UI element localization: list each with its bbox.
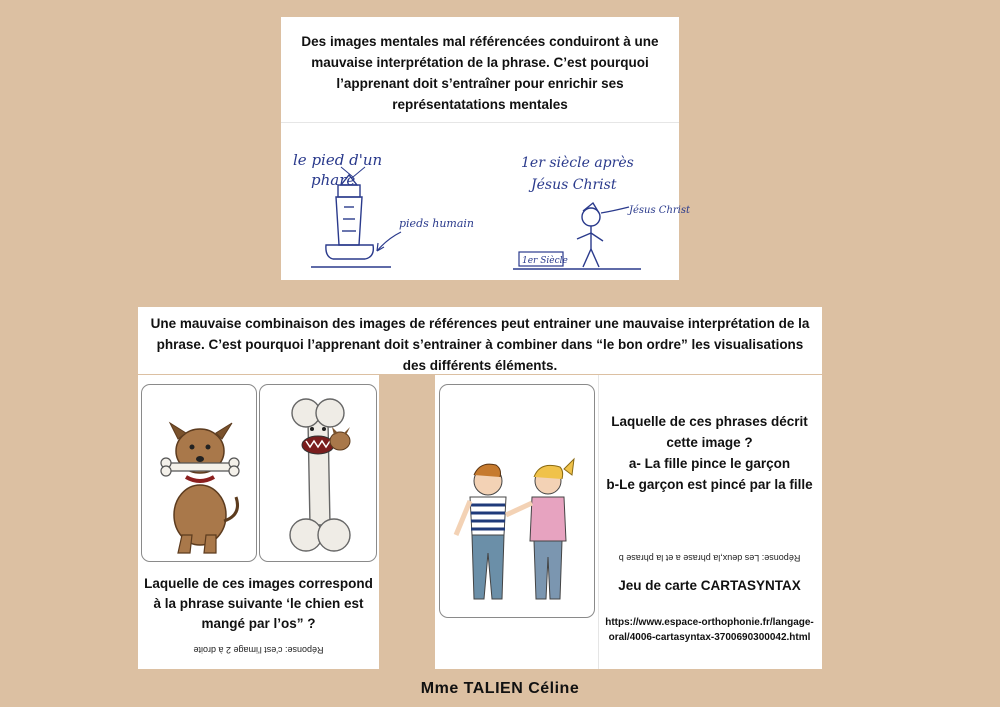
boy-girl-card [435,375,822,669]
image-frame-dog [141,384,257,562]
boy-and-girl-icon [440,385,594,617]
option-b-text: b-Le garçon est pincé par la fille [606,477,813,492]
right-question-text: Laquelle de ces phrases décrit cette image ? [611,414,808,450]
image-frame-bone [259,384,377,562]
divider [281,122,679,123]
dog-with-bone-icon [142,385,256,561]
right-answer-upside-down: Réponse: Les deux,la phrase a et la phrase b [618,553,801,563]
sketch-label-left-arrow: pieds humain [399,217,475,230]
game-url: https://www.espace-orthophonie.fr/langage-oral/4006-cartasyntax-3700690300042.html [605,617,814,643]
game-title: Jeu de carte CARTASYNTAX [618,578,801,593]
combination-text: Une mauvaise combinaison des images de références peut entrainer une mauvaise interprétation de la phrase. C’est pourquoi l’apprenant doit s’entrainer à combiner dans “le bon ordre” les visualisations des différents éléments. [150,316,810,373]
sketch-label-right-1: 1er siècle après [521,155,634,171]
combination-banner [138,307,822,374]
sketch-label-right-arrow: Jésus Christ [629,205,691,216]
sketch-label-right-box: 1er Siècle [522,256,568,266]
dog-bone-card [138,375,379,669]
divider [598,375,599,669]
sketch-label-left-2: phare [311,171,356,189]
arrow-icon [377,232,401,251]
left-question-text: Laquelle de ces images correspond à la phrase suivante ‘le chien est mangé par l’os” ? [144,576,373,631]
mental-images-card [281,17,691,280]
left-answer-upside-down: Réponse: c'est l'image 2 à droite [193,645,324,655]
right-question-block [603,411,816,495]
sketch-label-right-2: Jésus Christ [531,177,617,193]
mental-images-text: Des images mentales mal référencées conduiront à une mauvaise interprétation de la phrase. C’est pourquoi l’apprenant doit s’entraîner pour enrichir ses représentatations mentales [301,34,659,112]
author-signature: Mme TALIEN Céline [420,680,580,697]
image-frame-children [439,384,595,618]
hand-drawn-sketch [281,127,691,277]
bone-eating-dog-icon [260,385,376,561]
arrow-icon [601,207,629,213]
sketch-label-left-1: le pied d'un [293,151,383,169]
option-a-text: a- La fille pince le garçon [628,456,791,471]
